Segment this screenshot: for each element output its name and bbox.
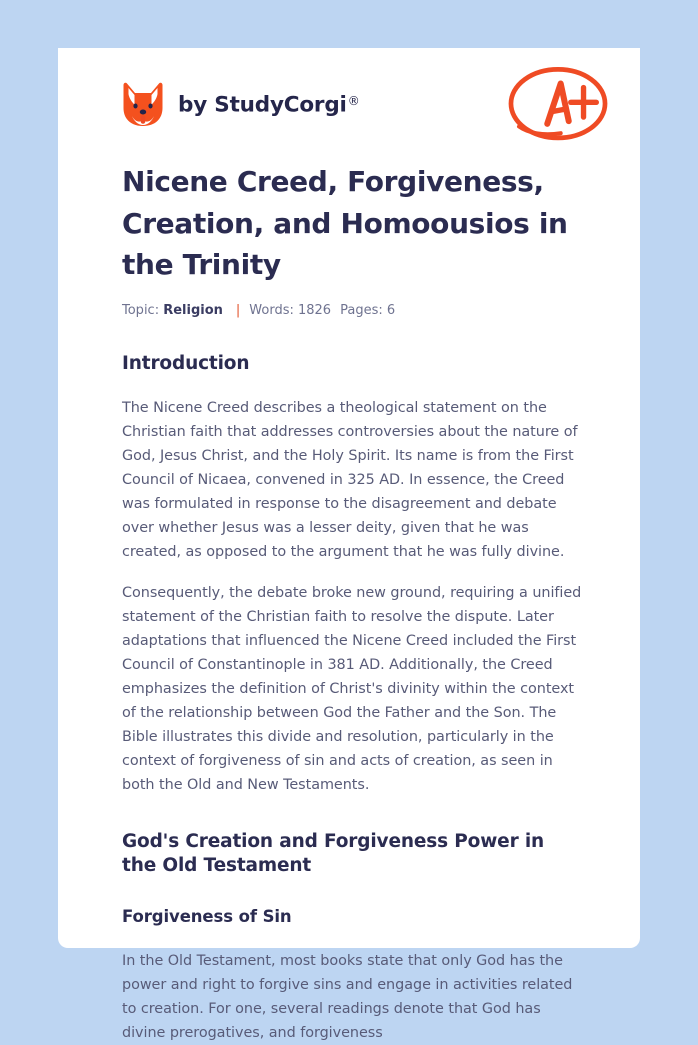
a-plus-grade-icon <box>504 62 612 148</box>
paragraph-introduction-1: The Nicene Creed describes a theological statement on the Christian faith that addresses controversies about the nature of God, Jesus Christ, and the Holy Spirit. Its name is from the First Council of Nicaea, convened in 325 AD. In essence, the Creed was formulated in response to the disagreement and debate over whether Jesus was a lesser deity, given that he was created, as opposed to the argument that he was fully divine. <box>122 399 578 560</box>
subsection-heading-forgiveness-of-sin: Forgiveness of Sin <box>122 906 292 926</box>
brand-logo-link[interactable] <box>122 82 360 127</box>
registered-trademark-icon: ® <box>347 93 360 108</box>
paragraph-forgiveness-1: In the Old Testament, most books state that only God has the power and right to forgive sins and engage in activities related to creation. For one, several readings denote that God has divine prerogatives, and forgiveness <box>122 952 573 1041</box>
section-heading-introduction: Introduction <box>122 352 250 374</box>
meta-page-count: Pages: 6 <box>340 302 396 318</box>
meta-word-count: Words: 1826 <box>249 302 332 318</box>
corgi-face-icon <box>122 82 164 127</box>
document-body <box>58 161 640 1045</box>
document-header <box>58 48 640 161</box>
paragraph-introduction-2: Consequently, the debate broke new ground, requiring a unified statement of the Christian faith to resolve the dispute. Later adaptations that influenced the Nicene Creed included the First Council of Constantinople in 381 AD. Additionally, the Creed emphasizes the definition of Christ's divinity within the context of the relationship between God the Father and the Son. The Bible illustrates this divide and resolution, particularly in the context of forgiveness of sin and acts of creation, as seen in both the Old and New Testaments. <box>122 584 582 793</box>
meta-topic-link[interactable]: Religion <box>163 302 223 318</box>
section-heading-gods-creation: God's Creation and Forgiveness Power in the Old Testament <box>122 830 545 876</box>
brand-wordmark <box>178 91 360 117</box>
meta-topic-label: Topic: <box>122 302 160 318</box>
page-title: Nicene Creed, Forgiveness, Creation, and Homoousios in the Trinity <box>122 165 568 281</box>
document-meta <box>122 303 582 319</box>
meta-separator: | <box>235 302 241 318</box>
document-card <box>58 48 640 1041</box>
brand-name-text: by StudyCorgi <box>178 91 347 117</box>
